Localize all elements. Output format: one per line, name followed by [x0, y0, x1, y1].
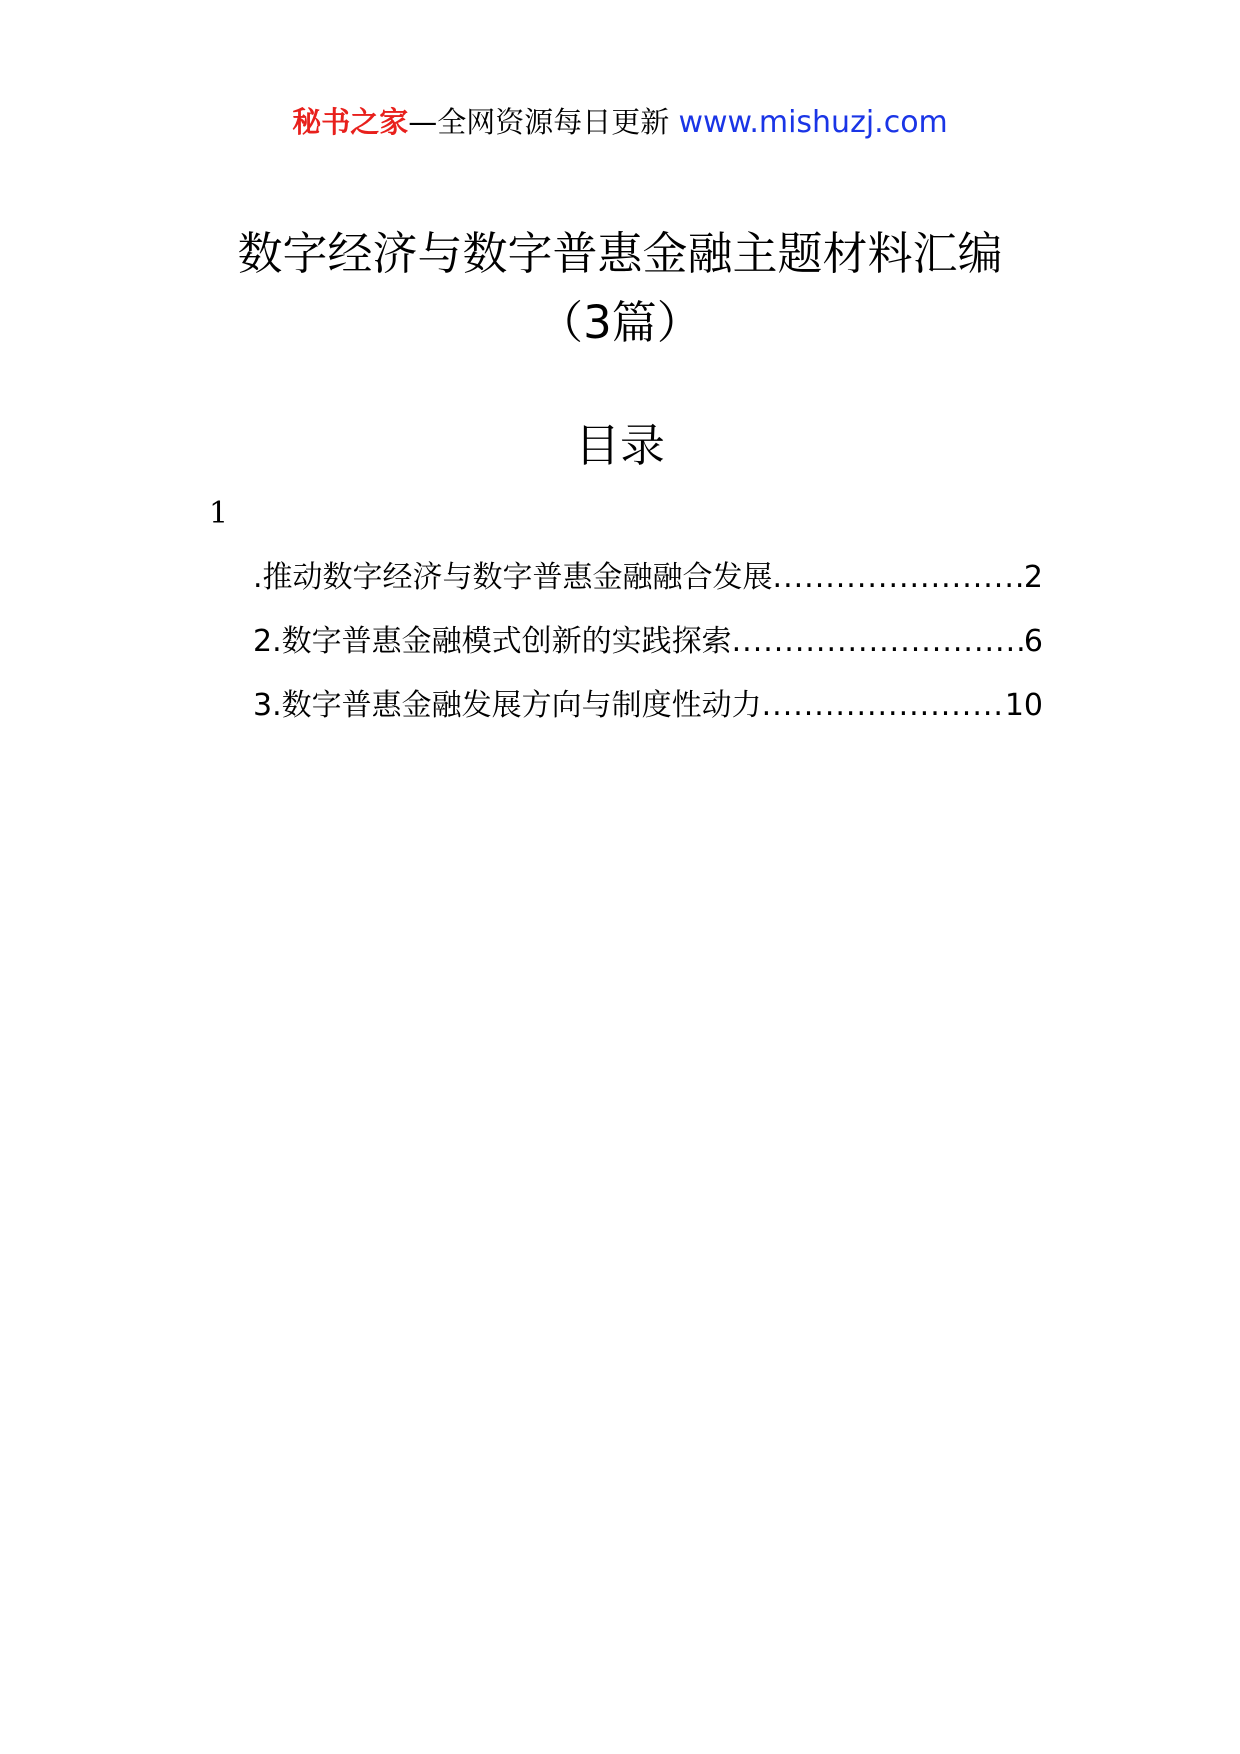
brand-name: 秘书之家 — [292, 105, 409, 139]
toc-dot-leader — [773, 557, 1024, 599]
document-subtitle: （3篇） — [538, 296, 702, 349]
toc-entry[interactable] — [253, 621, 1043, 685]
toc-entry[interactable] — [253, 685, 1043, 749]
website-link[interactable]: www.mishuzj.com — [678, 105, 948, 140]
toc-entry-label: .推动数字经济与数字普惠金融融合发展 — [253, 560, 773, 595]
toc-dot-leader — [732, 621, 1024, 663]
toc-entry-label: 3.数字普惠金融发展方向与制度性动力 — [253, 688, 762, 723]
toc-page-number: 2 — [1023, 560, 1043, 595]
toc-entry[interactable] — [253, 557, 1043, 621]
header-slogan: —全网资源每日更新 — [408, 105, 670, 139]
toc-first-number: 1 — [209, 496, 229, 531]
table-of-contents — [253, 557, 1043, 749]
toc-page-number: 10 — [1004, 688, 1043, 723]
toc-heading: 目录 — [574, 419, 665, 472]
toc-entry-label: 2.数字普惠金融模式创新的实践探索 — [253, 624, 732, 659]
header-line — [0, 102, 1240, 143]
document-title: 数字经济与数字普惠金融主题材料汇编 — [237, 227, 1003, 280]
toc-page-number: 6 — [1023, 624, 1043, 659]
toc-dot-leader — [762, 685, 1005, 727]
